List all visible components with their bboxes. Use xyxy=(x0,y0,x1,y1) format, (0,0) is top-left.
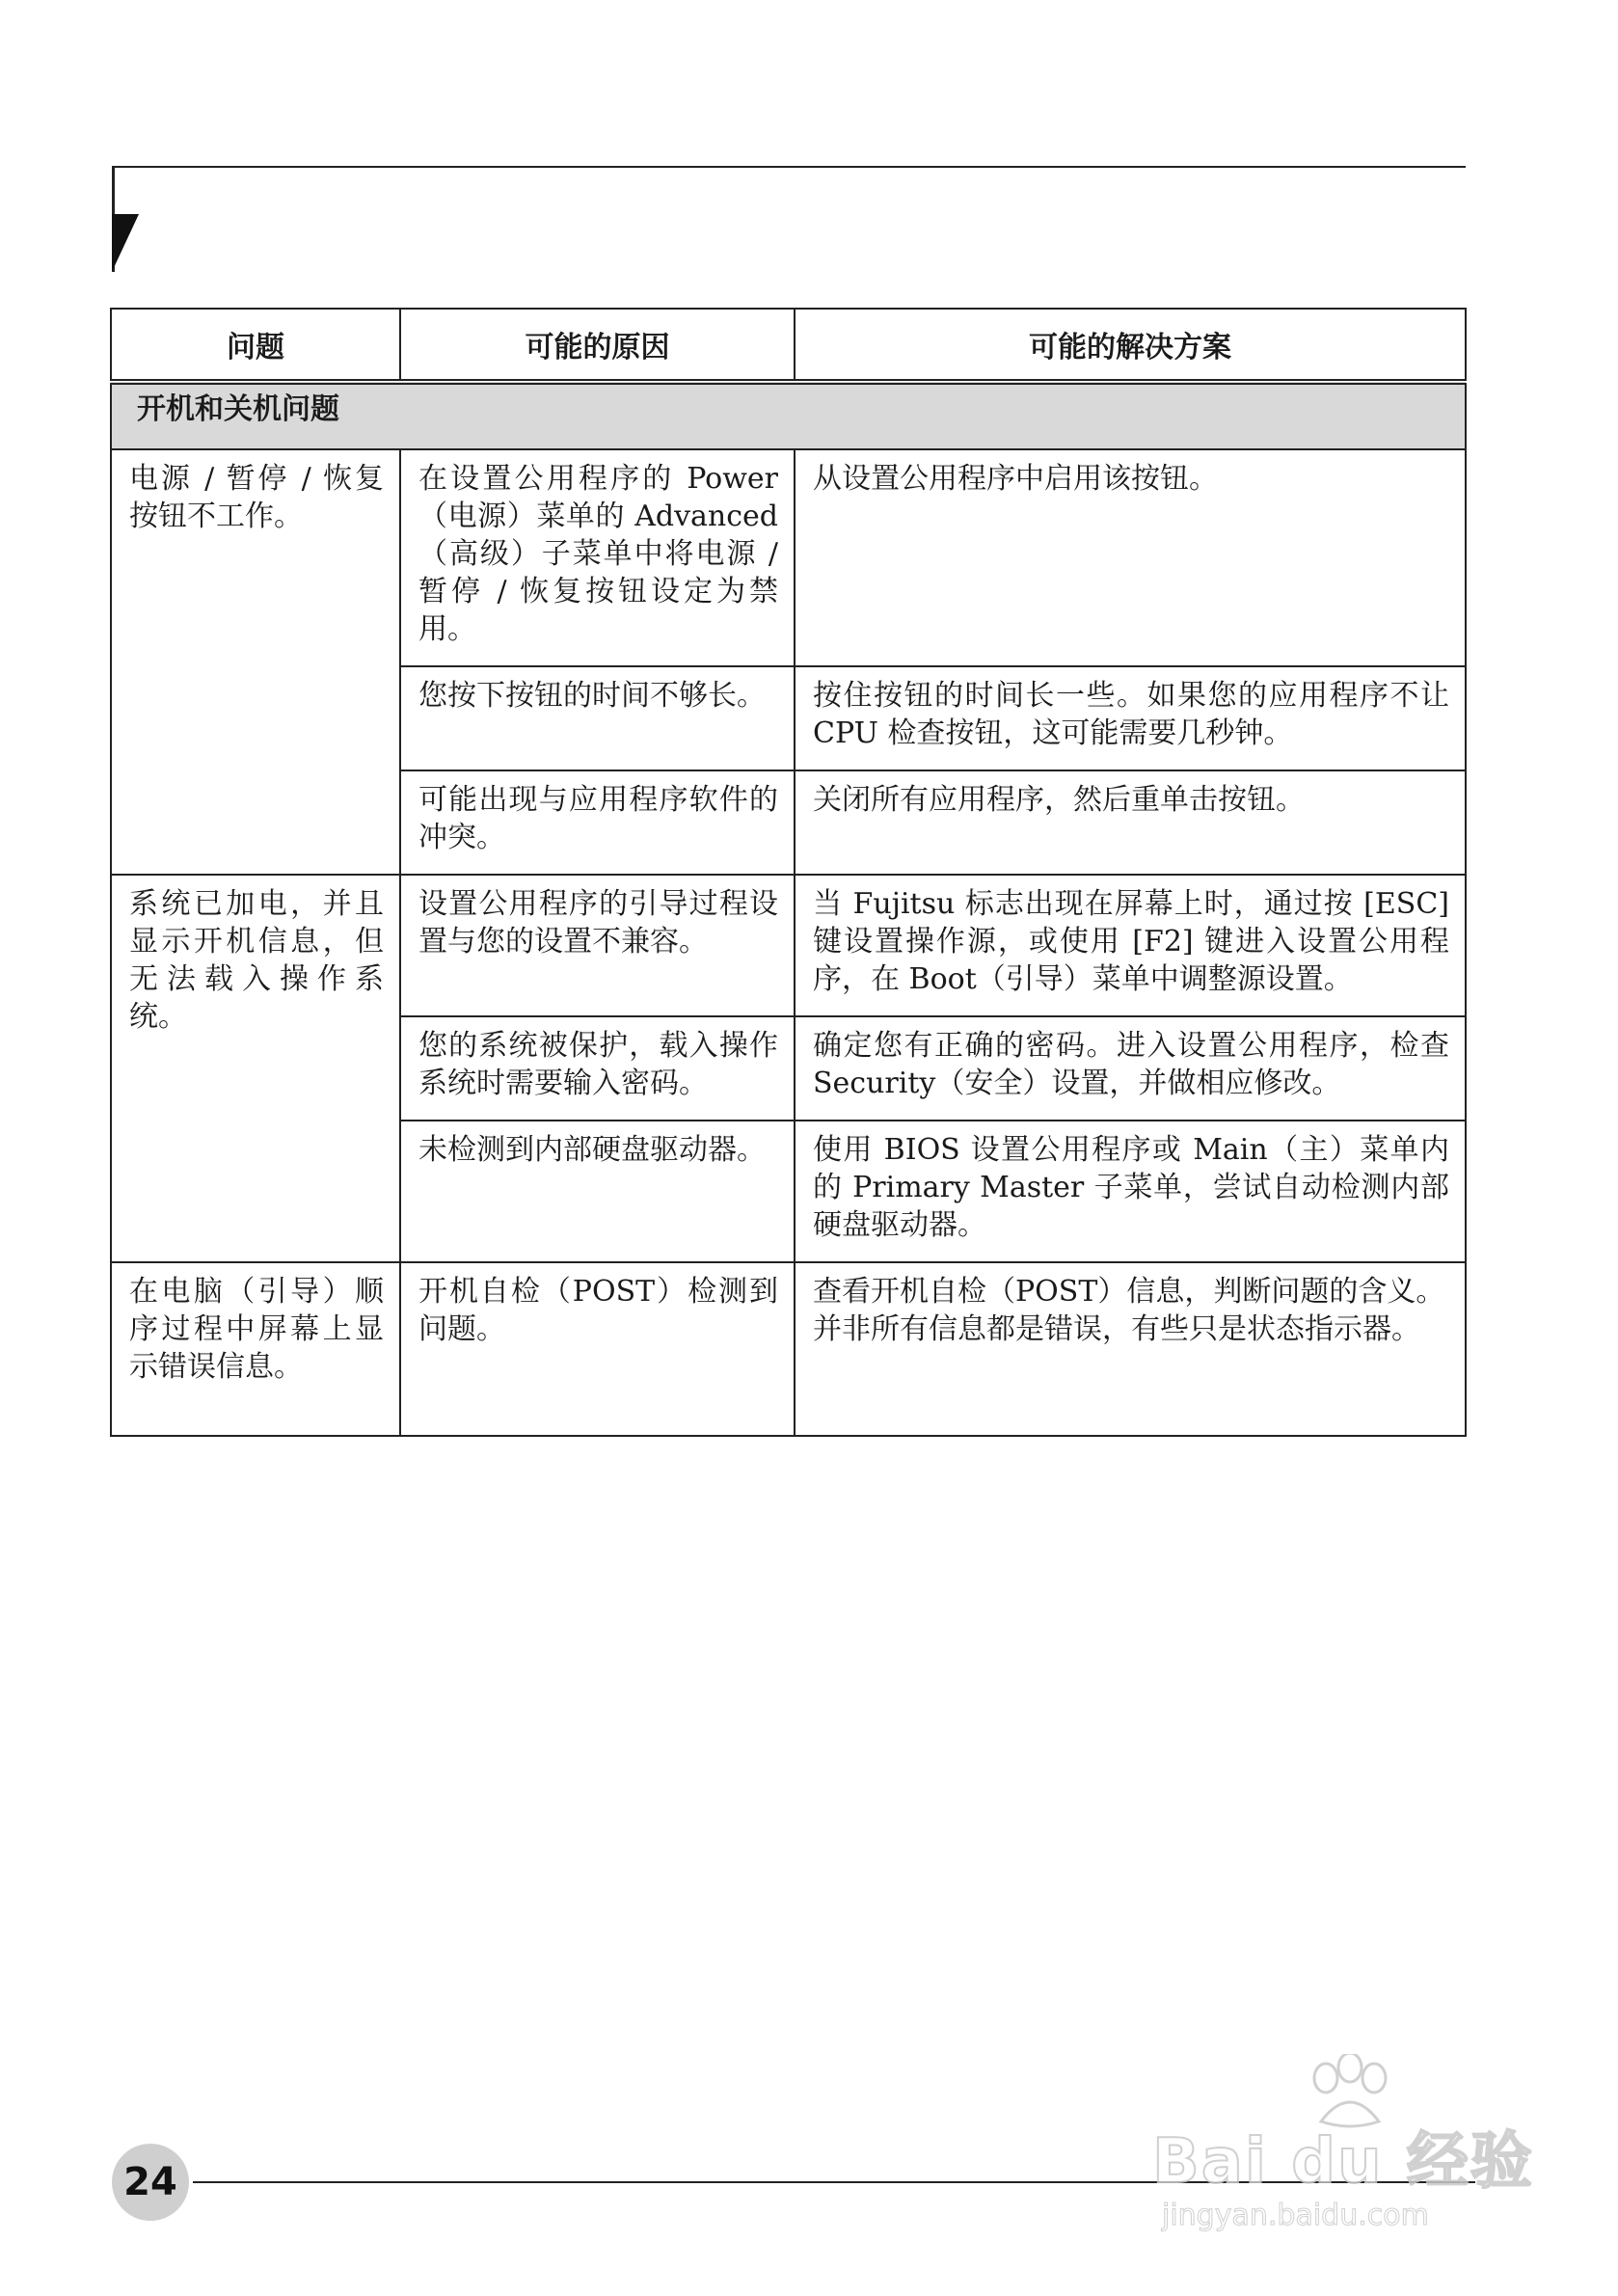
solution-line: 查看开机自检（POST）信息，判断问题的含义。 xyxy=(813,1275,1445,1309)
header-solution: 可能的解决方案 xyxy=(795,309,1466,382)
section-row xyxy=(111,382,1466,449)
table-row xyxy=(111,449,1466,666)
table-header-row xyxy=(111,309,1466,382)
solution-cell: 确定您有正确的密码。进入设置公用程序，检查 Security（安全）设置，并做相应修改。 xyxy=(795,1016,1466,1121)
solution-line: 并非所有信息都是错误，有些只是状态指示器。 xyxy=(813,1312,1420,1346)
table-row xyxy=(111,1262,1466,1436)
solution-cell: 按住按钮的时间长一些。如果您的应用程序不让 CPU 检查按钮，这可能需要几秒钟。 xyxy=(795,666,1466,770)
problem-cell: 电源 / 暂停 / 恢复按钮不工作。 xyxy=(111,449,400,875)
solution-cell: 从设置公用程序中启用该按钮。 xyxy=(795,449,1466,666)
cause-cell: 未检测到内部硬盘驱动器。 xyxy=(400,1121,795,1262)
header-problem: 问题 xyxy=(111,309,400,382)
header-cause: 可能的原因 xyxy=(400,309,795,382)
solution-cell: 使用 BIOS 设置公用程序或 Main（主）菜单内的 Primary Master 子菜单，尝试自动检测内部硬盘驱动器。 xyxy=(795,1121,1466,1262)
cause-cell: 设置公用程序的引导过程设置与您的设置不兼容。 xyxy=(400,875,795,1016)
solution-cell: 关闭所有应用程序，然后重单击按钮。 xyxy=(795,770,1466,875)
cause-cell: 您按下按钮的时间不够长。 xyxy=(400,666,795,770)
problem-cell: 系统已加电，并且显示开机信息，但无法载入操作系统。 xyxy=(111,875,400,1262)
page-number: 24 xyxy=(123,2160,177,2204)
cause-cell: 开机自检（POST）检测到问题。 xyxy=(400,1262,795,1436)
page-number-badge xyxy=(112,2144,189,2221)
table-row xyxy=(111,875,1466,1016)
baidu-watermark xyxy=(1152,2054,1538,2247)
watermark-url: jingyan.baidu.com xyxy=(1162,2199,1429,2232)
section-title: 开机和关机问题 xyxy=(111,382,1466,449)
cause-cell: 可能出现与应用程序软件的冲突。 xyxy=(400,770,795,875)
troubleshooting-table xyxy=(110,308,1467,1437)
cause-cell: 您的系统被保护，载入操作系统时需要输入密码。 xyxy=(400,1016,795,1121)
problem-cell: 在电脑（引导）顺序过程中屏幕上显示错误信息。 xyxy=(111,1262,400,1436)
solution-cell xyxy=(795,1262,1466,1436)
cause-cell: 在设置公用程序的 Power（电源）菜单的 Advanced（高级）子菜单中将电源 / 暂停 / 恢复按钮设定为禁用。 xyxy=(400,449,795,666)
header-rule xyxy=(112,166,1466,168)
watermark-brand: Bai du 经验 xyxy=(1152,2126,1534,2198)
solution-cell: 当 Fujitsu 标志出现在屏幕上时，通过按 [ESC] 键设置操作源，或使用 [F2] 键进入设置公用程序，在 Boot（引导）菜单中调整源设置。 xyxy=(795,875,1466,1016)
header-tab-marker xyxy=(112,214,139,272)
